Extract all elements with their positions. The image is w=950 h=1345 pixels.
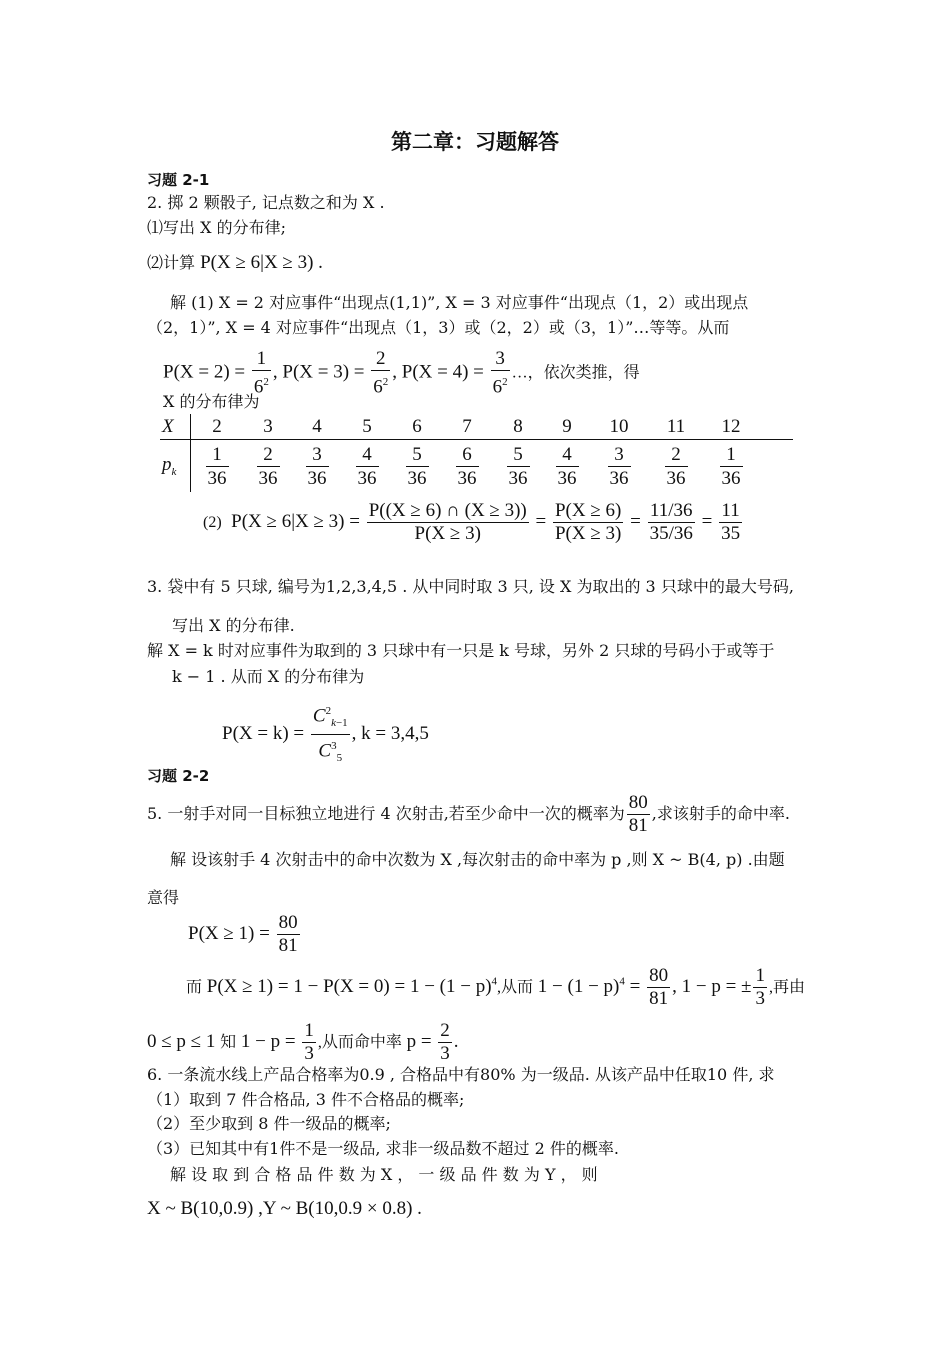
problem-5-question: 5. 一射手对同一目标独立地进行 4 次射击,若至少命中一次的概率为 $\frac{80}{81}$ ,求该射手的命中率. — [147, 792, 790, 836]
section-heading-2-1: 习题 2-1 — [147, 171, 210, 189]
table-p-cell: $\frac{3}{36}$ — [609, 443, 629, 489]
problem-2-part-1: ⑴写出 X 的分布律; — [147, 218, 286, 237]
solution-2-formula: P(X = 2) = $\frac{1}{6^2}$ , P(X = 3) = $\frac{2}{6^2}$ , P(X = 4) = $\frac{3}{6^2}$ …，依次类推，得 — [163, 348, 640, 398]
solution-3-formula: P(X = k) = $\frac{C^2_{k-1}}{C^3_5}$ , k = 3,4,5 — [222, 700, 429, 769]
distribution-label: X 的分布律为 — [163, 392, 260, 411]
problem-2-part-2-expr: P(X ≥ 6|X ≥ 3) . — [200, 252, 323, 273]
table-p-cell: $\frac{4}{36}$ — [557, 443, 577, 489]
solution-5-formula-2: 而 $P(X \ge 1) = 1 - P(X = 0) = 1 - (1 - p)^4$,从而 $1 - (1 - p)^4$ = $\frac{80}{81}$ , 1 − p = ± $\frac{1}{3}$ ,再由 — [186, 965, 805, 1009]
solution-5-formula-1: P(X ≥ 1) = $\frac{80}{81}$ — [188, 912, 298, 956]
section-heading-2-2: 习题 2-2 — [147, 767, 210, 785]
table-x-cell: 4 — [293, 414, 341, 440]
table-p-header: $p_k$ — [160, 440, 191, 493]
problem-2-part-2-label: ⑵计算 — [147, 253, 201, 272]
table-p-cell: $\frac{4}{36}$ — [357, 443, 377, 489]
chapter-title: 第二章：习题解答 — [391, 130, 559, 154]
solution-3-line-2: k − 1 . 从而 X 的分布律为 — [172, 667, 365, 686]
solution-2-line-1: 解 (1) X = 2 对应事件“出现点(1,1)”, X = 3 对应事件“出现点（1，2）或出现点 — [170, 293, 749, 312]
table-x-cell: 11 — [647, 414, 705, 440]
table-x-cell: 7 — [441, 414, 493, 440]
table-x-cell: 8 — [493, 414, 543, 440]
table-p-cell: $\frac{2}{36}$ — [666, 443, 686, 489]
table-p-cell: $\frac{6}{36}$ — [457, 443, 477, 489]
problem-3-question-1: 3. 袋中有 5 只球, 编号为1,2,3,4,5 . 从中同时取 3 只, 设 X 为取出的 3 只球中的最大号码, — [147, 577, 794, 596]
table-x-cell: 3 — [243, 414, 293, 440]
solution-2-formula-tail: …，依次类推，得 — [511, 364, 640, 382]
problem-6-part-2: （2）至少取到 8 件一级品的概率; — [147, 1114, 391, 1133]
solution-2-line-2: （2，1）”, X = 4 对应事件“出现点（1，3）或（2，2）或（3，1）”…等等。从而 — [147, 318, 730, 337]
problem-6-part-3: （3）已知其中有1件不是一级品, 求非一级品数不超过 2 件的概率. — [147, 1139, 619, 1158]
table-x-cell: 5 — [341, 414, 393, 440]
table-p-cell: $\frac{3}{36}$ — [307, 443, 327, 489]
table-x-cell: 2 — [191, 414, 244, 440]
table-p-cell: $\frac{1}{36}$ — [207, 443, 227, 489]
solution-6-line-2: X ~ B(10,0.9) ,Y ~ B(10,0.9 × 0.8) . — [147, 1198, 422, 1219]
table-p-cell: $\frac{5}{36}$ — [407, 443, 427, 489]
problem-2-part-2 — [147, 253, 323, 273]
problem-2-question: 2. 掷 2 颗骰子, 记点数之和为 X . — [147, 193, 385, 212]
solution-5-line-2: 意得 — [147, 888, 180, 907]
table-p-cell: $\frac{5}{36}$ — [508, 443, 528, 489]
solution-2-part-2-formula: (2) P(X ≥ 6|X ≥ 3) = $\frac{P((X \ge 6) \cap (X \ge 3))}{P(X \ge 3)}$ = $\frac{P(X \ge 6)}{P(X \ge 3)}$ = $\frac{11/36}{35/36}$ = $\frac{11}{35}$ — [203, 500, 741, 544]
table-x-cell: 12 — [705, 414, 757, 440]
table-p-cell: $\frac{2}{36}$ — [258, 443, 278, 489]
table-p-cell: $\frac{1}{36}$ — [721, 443, 741, 489]
solution-6-line-1: 解 设 取 到 合 格 品 件 数 为 X ， 一 级 品 件 数 为 Y ， 则 — [170, 1165, 598, 1184]
problem-3-question-2: 写出 X 的分布律. — [172, 616, 295, 635]
solution-5-formula-3: 0 ≤ p ≤ 1 知 1 − p = $\frac{1}{3}$ ,从而命中率 p = $\frac{2}{3}$ . — [147, 1020, 459, 1064]
table-x-cell: 10 — [591, 414, 647, 440]
problem-6-part-1: （1）取到 7 件合格品, 3 件不合格品的概率; — [147, 1090, 465, 1109]
solution-3-line-1: 解 X = k 时对应事件为取到的 3 只球中有一只是 k 号球，另外 2 只球的号码小于或等于 — [147, 641, 775, 660]
table-x-cell: 9 — [543, 414, 591, 440]
distribution-table — [160, 414, 793, 492]
problem-6-question: 6. 一条流水线上产品合格率为0.9 , 合格品中有80% 为一级品. 从该产品中任取10 件, 求 — [147, 1065, 775, 1084]
table-x-cell: 6 — [393, 414, 441, 440]
table-x-header: X — [160, 414, 191, 440]
solution-5-line-1: 解 设该射手 4 次射击中的命中次数为 X ,每次射击的命中率为 p ,则 X ~ B(4, p) .由题 — [170, 850, 785, 869]
